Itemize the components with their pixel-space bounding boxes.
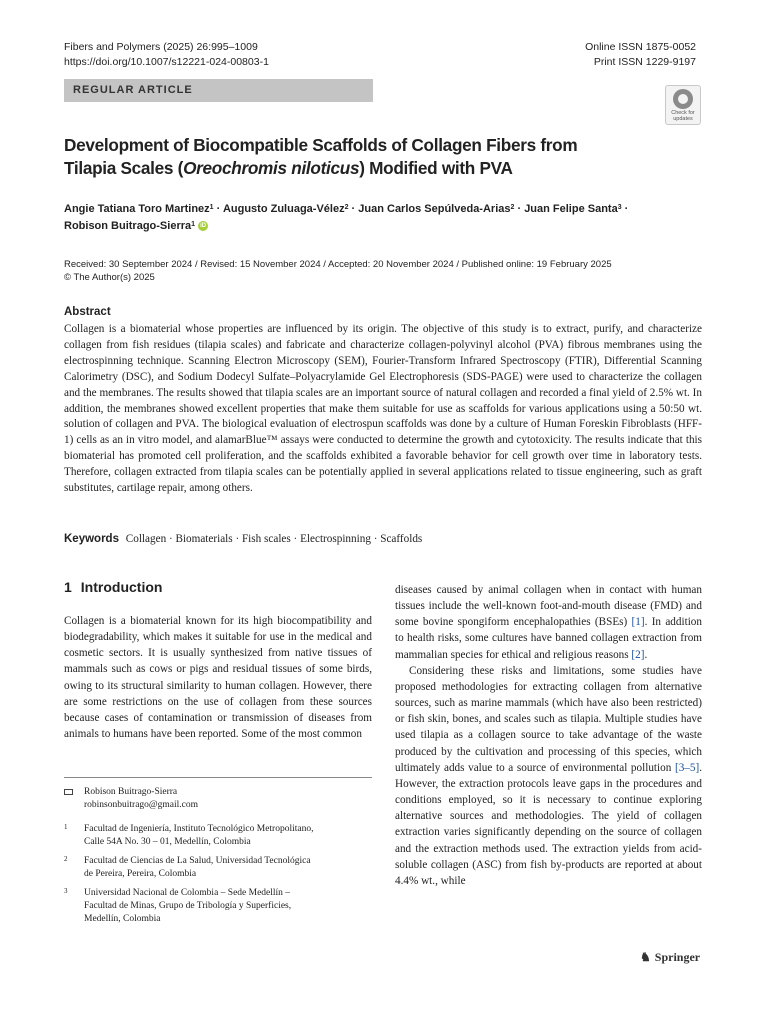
- author-list: Angie Tatiana Toro Martinez$^1$ · Augusto Zuluaga-Vélez$^2$ · Juan Carlos Sepúlveda-Arias$^2$ · Juan Felipe Santa$^3$ · Robison Buitrago-Sierra$^1$ iD: [64, 203, 629, 232]
- check-for-updates-badge[interactable]: [665, 85, 701, 125]
- citation-link[interactable]: [2]: [631, 648, 645, 661]
- citation-link[interactable]: [1]: [631, 616, 645, 629]
- article-title: [64, 134, 624, 180]
- author-name[interactable]: Robison Buitrago-Sierra: [64, 220, 192, 232]
- section-heading: [64, 579, 162, 595]
- author-affiliation: 3: [617, 204, 622, 211]
- section-number: 1: [64, 579, 72, 595]
- orcid-icon[interactable]: iD: [200, 223, 207, 230]
- author-name[interactable]: Angie Tatiana Toro Martinez: [64, 203, 210, 215]
- affiliation-2: [64, 855, 364, 881]
- keywords-heading: Keywords: [64, 533, 119, 545]
- paragraph-text: . In addition to health risks, some cultures have banned collagen extraction from mammalian species for ethical and religious reasons: [395, 616, 702, 661]
- title-part2: ) Modified with PVA: [359, 158, 513, 178]
- paragraph-text: Considering these risks and limitations, some studies have proposed methodologies for extracting collagen from alternative sources, such as marine mammals (which have also been restricted) or fish skin, bones, and scales such as tilapia. Multiple studies have used tilapia as a collagen source to take advantage of the waste produced by the cultivation and processing of this species, which ultimately adds value to a source of environmental pollution: [395, 664, 702, 774]
- publisher-logo: [640, 950, 700, 965]
- title-species: Oreochromis niloticus: [183, 158, 360, 178]
- affiliation-line: Facultad de Ingeniería, Instituto Tecnológico Metropolitano,: [84, 824, 314, 834]
- envelope-icon: [64, 789, 73, 795]
- online-issn: Online ISSN 1875-0052: [585, 41, 696, 53]
- section-title: Introduction: [80, 579, 163, 595]
- affiliation-number: 3: [64, 887, 68, 895]
- affiliation-line: Universidad Nacional de Colombia – Sede Medellín –: [84, 888, 291, 898]
- footnote-divider: [64, 777, 372, 778]
- copyright: © The Author(s) 2025: [64, 272, 155, 283]
- check-updates-line1: Check for: [671, 110, 695, 116]
- journal-issue: Fibers and Polymers (2025) 26:995–1009: [64, 41, 258, 53]
- author-name[interactable]: Augusto Zuluaga-Vélez: [222, 203, 345, 215]
- corresponding-email[interactable]: robinsonbuitrago@gmail.com: [84, 800, 199, 810]
- affiliation-line: de Pereira, Pereira, Colombia: [84, 869, 197, 879]
- publisher-name: Springer: [654, 950, 701, 964]
- article-type-banner: REGULAR ARTICLE: [64, 79, 373, 102]
- author-affiliation: 1: [209, 204, 214, 211]
- author-name[interactable]: Juan Felipe Santa: [524, 203, 618, 215]
- affiliation-number: 1: [64, 823, 68, 831]
- keywords: [64, 533, 422, 545]
- affiliation-line: Facultad de Minas, Grupo de Tribología y Superficies,: [84, 901, 292, 911]
- check-updates-icon: [673, 89, 693, 109]
- journal-citation: [64, 40, 269, 69]
- issn-info: [585, 40, 696, 69]
- abstract-heading: Abstract: [64, 306, 111, 318]
- citation-link[interactable]: [3–5]: [674, 761, 700, 774]
- author-affiliation: 2: [510, 204, 515, 211]
- affiliation-line: Medellín, Colombia: [84, 914, 161, 924]
- author-affiliation: 2: [344, 204, 349, 211]
- springer-horse-icon: ♞: [640, 950, 651, 964]
- corresponding-author: [64, 786, 198, 812]
- history-dates: Received: 30 September 2024 / Revised: 15 November 2024 / Accepted: 20 November 2024 / Published online: 19 February 2025: [64, 259, 612, 270]
- paragraph-text: . However, the extraction protocols leave gaps in the procedures and conditions employed, so it is necessary to continue exploring alternative sources and methodologies. The yield of collagen extraction varies significantly depending on the source of collagen and the extraction methods used. The extraction yields from acid-soluble collagen (ASC) from fish by-products are reported at about 4.4% wt., while: [395, 761, 702, 887]
- author-name[interactable]: Juan Carlos Sepúlveda-Arias: [358, 203, 511, 215]
- corresponding-name: Robison Buitrago-Sierra: [84, 787, 178, 797]
- affiliation-number: 2: [64, 855, 68, 863]
- print-issn: Print ISSN 1229-9197: [593, 55, 696, 68]
- check-updates-line2: updates: [673, 116, 693, 122]
- keywords-list: Collagen · Biomaterials · Fish scales · Electrospinning · Scaffolds: [125, 533, 423, 545]
- intro-right-column: [395, 582, 702, 889]
- affiliation-3: [64, 887, 364, 926]
- author-affiliation: 1: [191, 221, 196, 228]
- doi-link[interactable]: https://doi.org/10.1007/s12221-024-00803-1: [64, 55, 269, 68]
- affiliation-line: Facultad de Ciencias de La Salud, Universidad Tecnológica: [84, 856, 311, 866]
- paragraph: [395, 663, 702, 889]
- publication-dates: [64, 258, 612, 284]
- title-part1: Development of Biocompatible Scaffolds of Collagen Fibers from Tilapia Scales (: [64, 135, 578, 178]
- affiliation-1: [64, 823, 364, 849]
- paragraph-text: diseases caused by animal collagen when in contact with human tissues include the well-known foot-and-mouth disease (FMD) and some bovine spongiform encephalopathies (BSEs): [395, 584, 702, 629]
- intro-left-column: Collagen is a biomaterial known for its high biocompatibility and biodegradability, which makes it suitable for use in the medical and cosmetic sectors. It is usually synthesized from native tissues of mammals such as cows or pigs and residual tissues of some birds, owing to its structural similarity to human collagen. However, there are some restrictions on the use of collagen from these sources because cases of contamination or transmission of diseases from animals to humans have been reported. Some of the most common: [64, 615, 372, 741]
- abstract-text: Collagen is a biomaterial whose properties are influenced by its origin. The objective of this study is to extract, purify, and characterize collagen from fish residues (tilapia scales) and fabricate and characterize collagen-polyvinyl alcohol (PVA) fibrous membranes using the electrospinning technique. Scanning Electron Microscopy (SEM), Fourier-Transform Infrared Spectroscopy (FTIR), Differential Scanning Calorimetry (DSC), and Sodium Dodecyl Sulfate–Polyacrylamide Gel Electrophoresis (SDS-PAGE) were used to characterize the collagen and the membranes. The results showed that tilapia scales are an important source of natural collagen and recorded a final yield of 2.5% wt. In addition, the membranes showed excellent properties that make them suitable for use as scaffolds for various applications using a 50:50 wt. solution of collagen and PVA. The biological evaluation of electrospun scaffolds was done by a culture of Human Foreskin Fibroblasts (HFF-1) cells as an in vitro model, and alamarBlue™ assays were conducted to determine the growth and cytotoxicity. The results indicate that this biomaterial has promoted cell proliferation, and the scaffolds exhibited a favorable behavior for cell growth over time in laboratory tests. Therefore, collagen extracted from tilapia scales can be potentially applied in several applications related to tissue engineering, such as graft substitutes, cartilage repair, among others.: [64, 323, 702, 495]
- paragraph-text: .: [644, 648, 648, 661]
- affiliation-line: Calle 54A No. 30 – 01, Medellín, Colombia: [84, 837, 251, 847]
